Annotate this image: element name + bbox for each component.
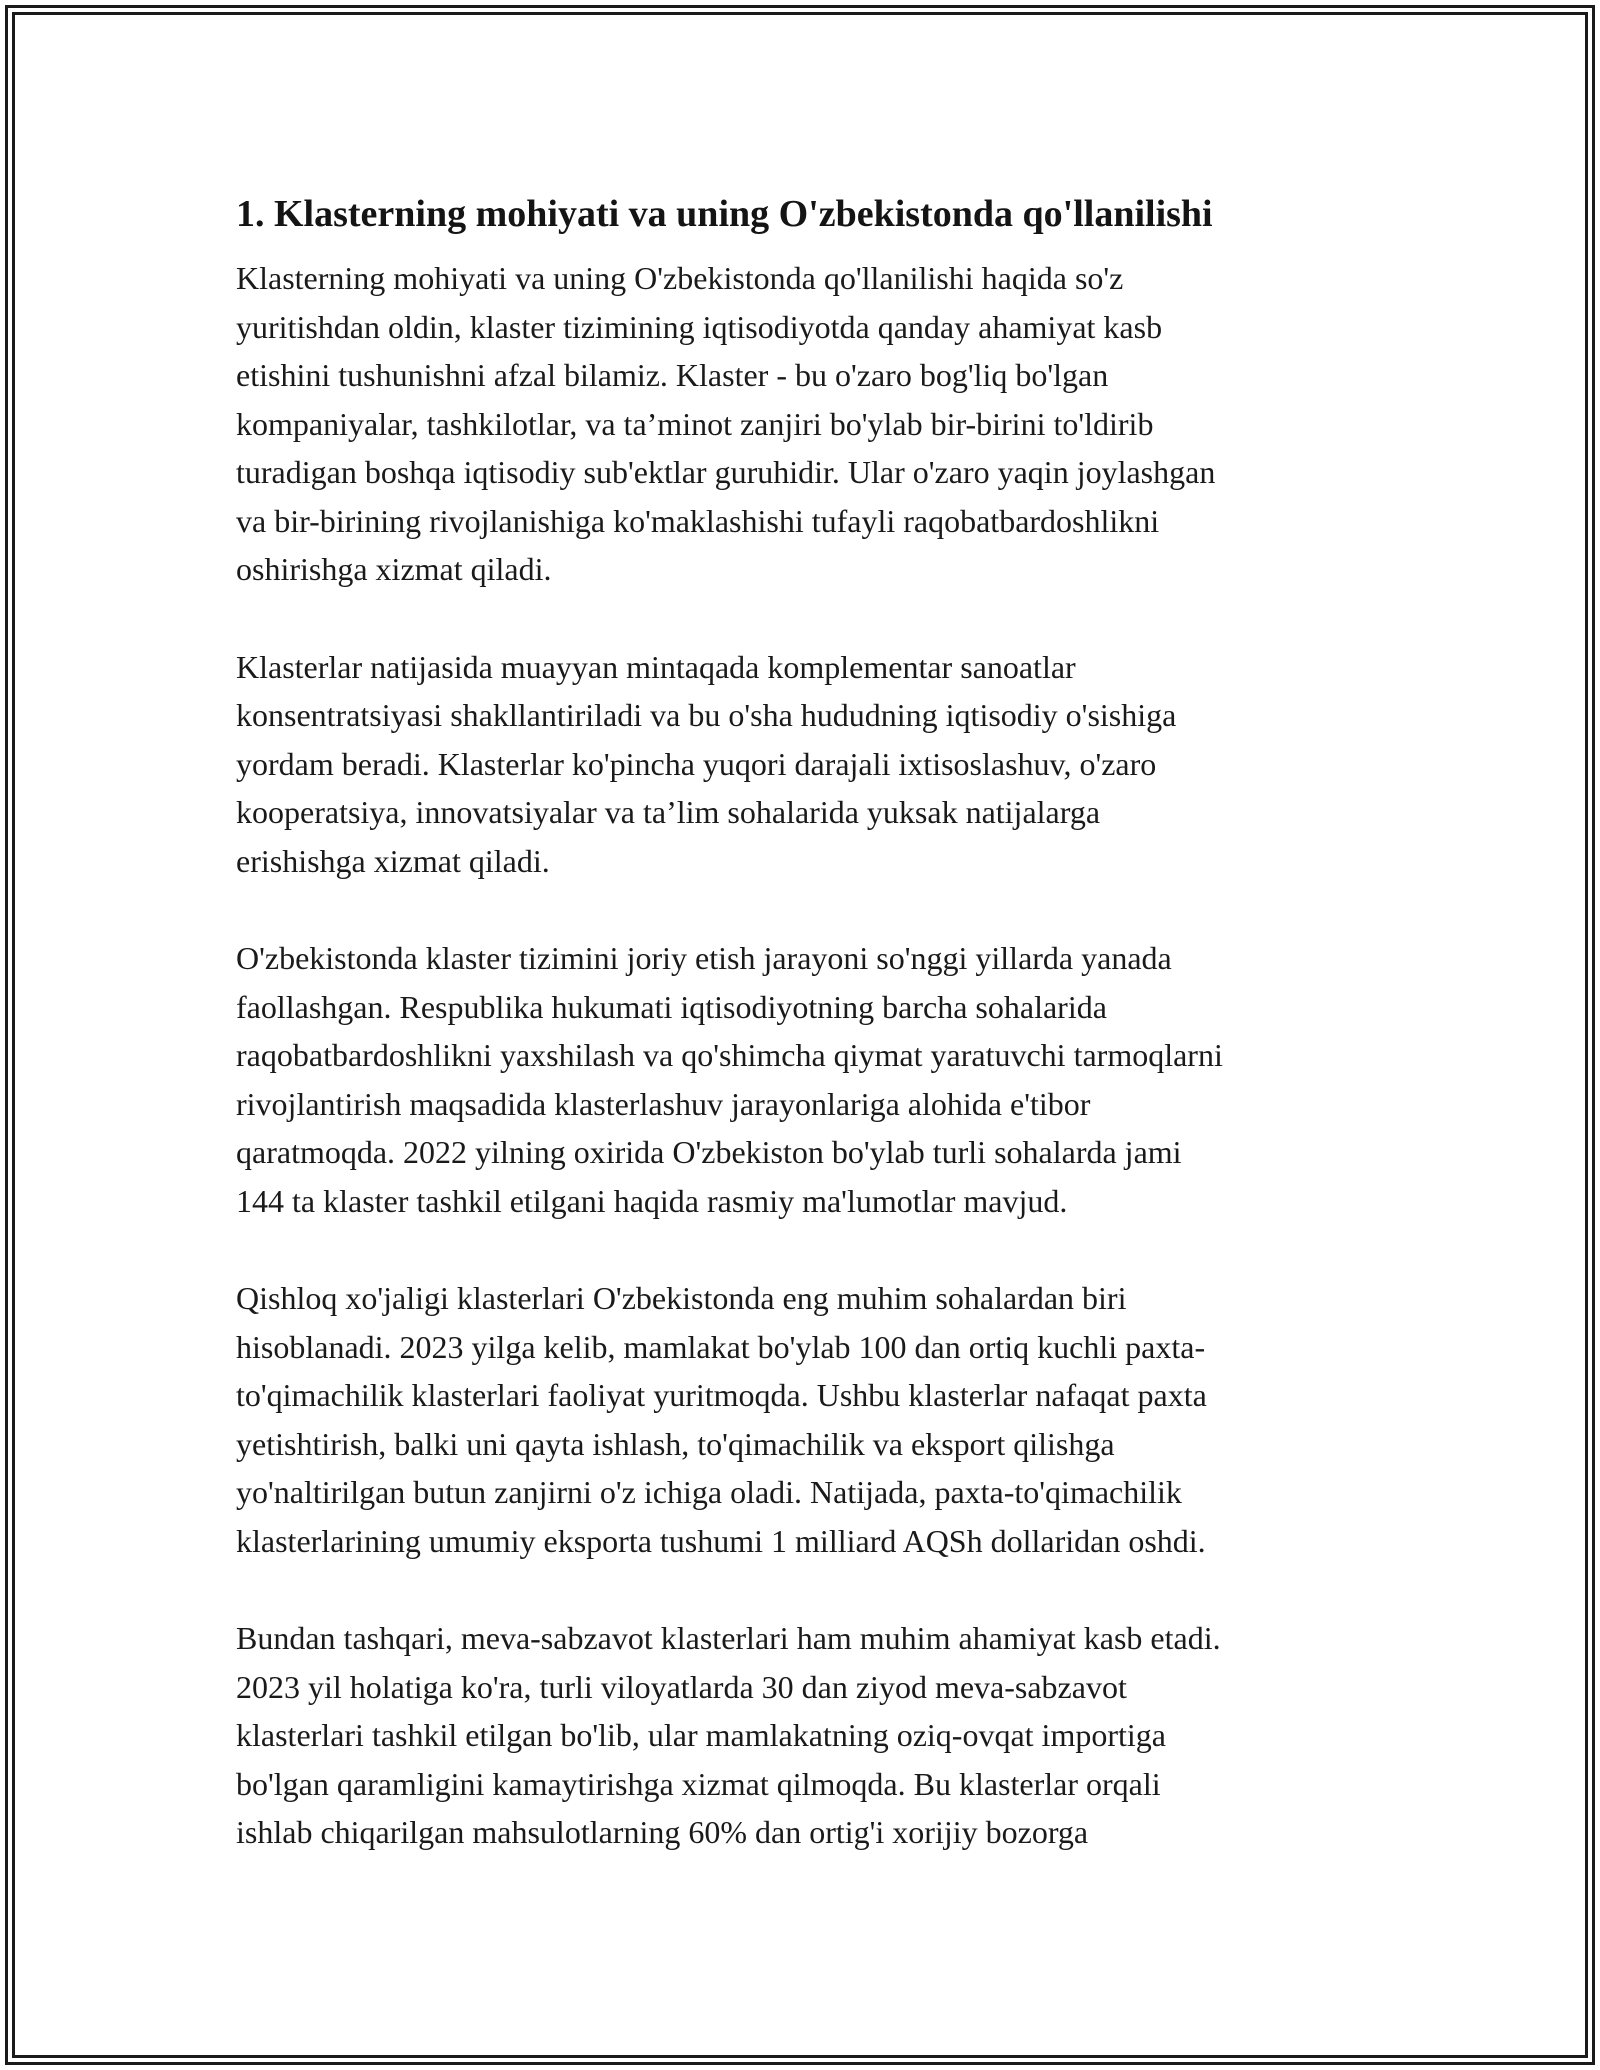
text-line: Bundan tashqari, meva-sabzavot klasterlari ham muhim ahamiyat kasb etadi. <box>236 1620 1221 1656</box>
section-heading: 1. Klasterning mohiyati va uning O'zbekistonda qo'llanilishi <box>236 193 1213 235</box>
text-line: va bir-birining rivojlanishiga ko'maklashishi tufayli raqobatbardoshlikni <box>236 502 1160 539</box>
text-line: yetishtirish, balki uni qayta ishlash, to'qimachilik va eksport qilishga <box>236 1425 1115 1462</box>
text-line: ishlab chiqarilgan mahsulotlarning 60% dan ortig'i xorijiy bozorga <box>236 1814 1089 1850</box>
text-line: oshirishga xizmat qiladi. <box>236 551 552 587</box>
text-line: qaratmoqda. 2022 yilning oxirida O'zbekiston bo'ylab turli sohalarda jami <box>236 1134 1182 1170</box>
text-line: kompaniyalar, tashkilotlar, va ta’minot zanjiri bo'ylab bir-birini to'ldirib <box>236 405 1154 442</box>
text-line: klasterlarining umumiy eksporta tushumi 1 milliard AQSh dollaridan oshdi. <box>236 1522 1206 1559</box>
text-line: 144 ta klaster tashkil etilgani haqida rasmiy ma'lumotlar mavjud. <box>236 1182 1068 1219</box>
paragraph-4 <box>236 1274 1372 1565</box>
text-line: kooperatsiya, innovatsiyalar va ta’lim sohalarida yuksak natijalarga <box>236 794 1101 830</box>
text-line: bo'lgan qaramligini kamaytirishga xizmat qilmoqda. Bu klasterlar orqali <box>236 1765 1161 1802</box>
text-line: klasterlari tashkil etilgan bo'lib, ular mamlakatning oziq-ovqat importiga <box>236 1717 1166 1753</box>
paragraph-3 <box>236 934 1372 1225</box>
text-line: raqobatbardoshlikni yaxshilash va qo'shimcha qiymat yaratuvchi tarmoqlarni <box>236 1037 1223 1073</box>
paragraph-2 <box>236 643 1372 886</box>
text-line: Klasterning mohiyati va uning O'zbekistonda qo'llanilishi haqida so'z <box>236 260 1124 296</box>
text-line: hisoblanadi. 2023 yilga kelib, mamlakat bo'ylab 100 dan ortiq kuchli paxta- <box>236 1328 1206 1365</box>
text-line: yo'naltirilgan butun zanjirni o'z ichiga oladi. Natijada, paxta-to'qimachilik <box>236 1474 1182 1510</box>
paragraph-5 <box>236 1614 1372 1857</box>
document-body <box>236 182 1372 1906</box>
text-line: Klasterlar natijasida muayyan mintaqada komplementar sanoatlar <box>236 648 1076 685</box>
text-line: etishini tushunishni afzal bilamiz. Klaster - bu o'zaro bog'liq bo'lgan <box>236 357 1109 393</box>
text-line: yuritishdan oldin, klaster tizimining iqtisodiyotda qanday ahamiyat kasb <box>236 308 1163 345</box>
text-line: to'qimachilik klasterlari faoliyat yuritmoqda. Ushbu klasterlar nafaqat paxta <box>236 1377 1207 1413</box>
text-line: turadigan boshqa iqtisodiy sub'ektlar guruhidir. Ular o'zaro yaqin joylashgan <box>236 454 1216 490</box>
text-line: O'zbekistonda klaster tizimini joriy etish jarayoni so'nggi yillarda yanada <box>236 940 1172 976</box>
paragraph-list <box>236 254 1372 1857</box>
text-line: rivojlantirish maqsadida klasterlashuv jarayonlariga alohida e'tibor <box>236 1085 1091 1122</box>
paragraph-1 <box>236 254 1372 594</box>
text-line: konsentratsiyasi shakllantiriladi va bu o'sha hududning iqtisodiy o'sishiga <box>236 697 1177 733</box>
text-line: 2023 yil holatiga ko'ra, turli viloyatlarda 30 dan ziyod meva-sabzavot <box>236 1668 1127 1705</box>
text-line: yordam beradi. Klasterlar ko'pincha yuqori darajali ixtisoslashuv, o'zaro <box>236 745 1157 782</box>
text-line: erishishga xizmat qiladi. <box>236 842 550 879</box>
text-line: faollashgan. Respublika hukumati iqtisodiyotning barcha sohalarida <box>236 988 1107 1025</box>
text-line: Qishloq xo'jaligi klasterlari O'zbekistonda eng muhim sohalardan biri <box>236 1280 1127 1316</box>
